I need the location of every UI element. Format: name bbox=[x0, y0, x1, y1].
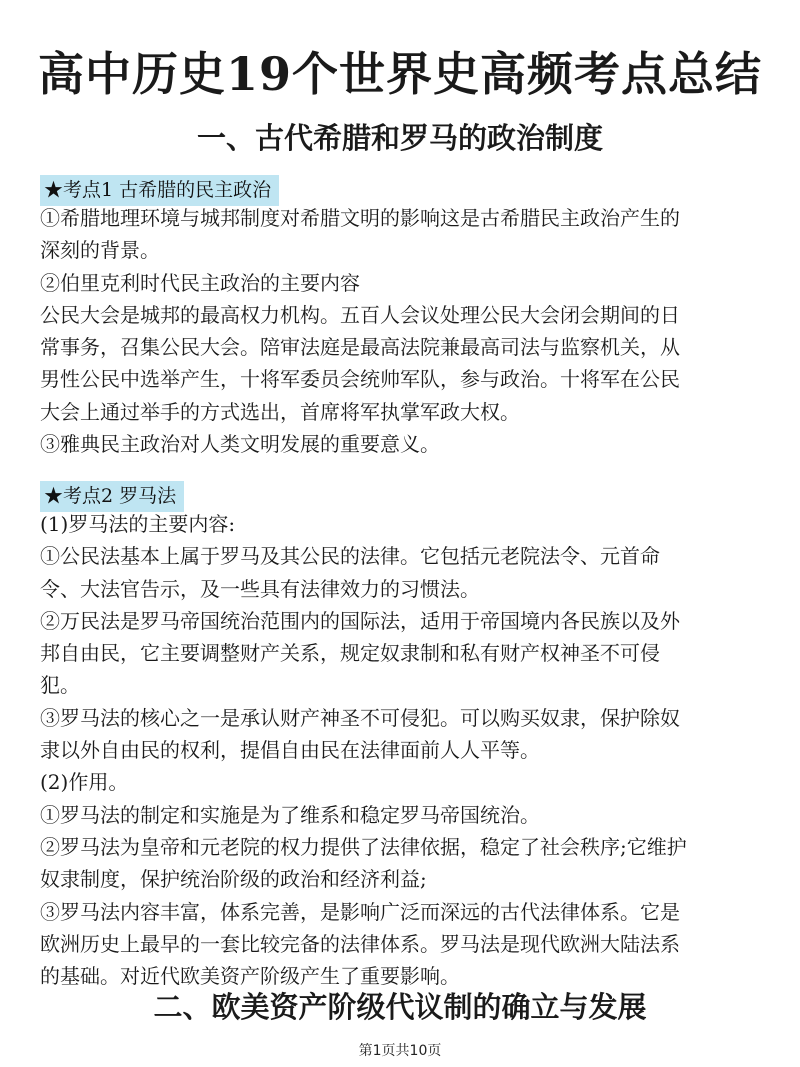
page-title: 高中历史19个世界史高频考点总结 bbox=[37, 47, 762, 101]
kaodian-2-body bbox=[40, 508, 760, 992]
section-heading-1: 一、古代希腊和罗马的政治制度 bbox=[196, 121, 603, 155]
text-line: 欧洲历史上最早的一套比较完备的法律体系。罗马法是现代欧洲大陆法系 bbox=[40, 931, 680, 956]
text-line: ②万民法是罗马帝国统治范围内的国际法，适用于帝国境内各民族以及外 bbox=[40, 608, 680, 633]
text-line: 男性公民中选举产生，十将军委员会统帅军队，参与政治。十将军在公民 bbox=[40, 367, 680, 392]
kaodian-1-body bbox=[40, 202, 760, 460]
text-line: 常事务，召集公民大会。陪审法庭是最高法院兼最高司法与监察机关，从 bbox=[40, 335, 680, 360]
text-line: 邦自由民，它主要调整财产关系，规定奴隶制和私有财产权神圣不可侵 bbox=[40, 641, 660, 666]
kaodian-1-tag: ★考点1 古希腊的民主政治 bbox=[40, 175, 279, 206]
text-line: ③罗马法的核心之一是承认财产神圣不可侵犯。可以购买奴隶，保护除奴 bbox=[40, 705, 680, 730]
text-line: 的基础。对近代欧美资产阶级产生了重要影响。 bbox=[40, 964, 460, 989]
text-line: 犯。 bbox=[40, 673, 80, 698]
text-line: 令、大法官告示，及一些具有法律效力的习惯法。 bbox=[40, 576, 480, 601]
text-line: ①希腊地理环境与城邦制度对希腊文明的影响这是古希腊民主政治产生的 bbox=[40, 206, 680, 230]
text-line: (2)作用。 bbox=[40, 770, 129, 795]
text-line: 隶以外自由民的权利，提倡自由民在法律面前人人平等。 bbox=[40, 738, 540, 763]
text-line: ②伯里克利时代民主政治的主要内容 bbox=[40, 270, 360, 295]
text-line: 公民大会是城邦的最高权力机构。五百人会议处理公民大会闭会期间的日 bbox=[40, 302, 680, 327]
text-line: (1)罗马法的主要内容: bbox=[40, 512, 236, 536]
text-line: 奴隶制度，保护统治阶级的政治和经济利益; bbox=[40, 867, 427, 892]
kaodian-2-tag: ★考点2 罗马法 bbox=[40, 481, 184, 512]
text-line: 大会上通过举手的方式选出，首席将军执掌军政大权。 bbox=[40, 399, 520, 424]
text-line: 深刻的背景。 bbox=[40, 238, 160, 263]
text-line: ②罗马法为皇帝和元老院的权力提供了法律依据，稳定了社会秩序;它维护 bbox=[40, 834, 687, 859]
text-line: ①公民法基本上属于罗马及其公民的法律。它包括元老院法令、元首命 bbox=[40, 544, 660, 569]
text-line: ③雅典民主政治对人类文明发展的重要意义。 bbox=[40, 432, 440, 457]
text-line: ③罗马法内容丰富，体系完善，是影响广泛而深远的古代法律体系。它是 bbox=[40, 899, 680, 924]
text-line: ①罗马法的制定和实施是为了维系和稳定罗马帝国统治。 bbox=[40, 802, 540, 827]
section-heading-2: 二、欧美资产阶级代议制的确立与发展 bbox=[153, 990, 647, 1024]
page-number: 第1页共10页 bbox=[358, 1043, 442, 1059]
